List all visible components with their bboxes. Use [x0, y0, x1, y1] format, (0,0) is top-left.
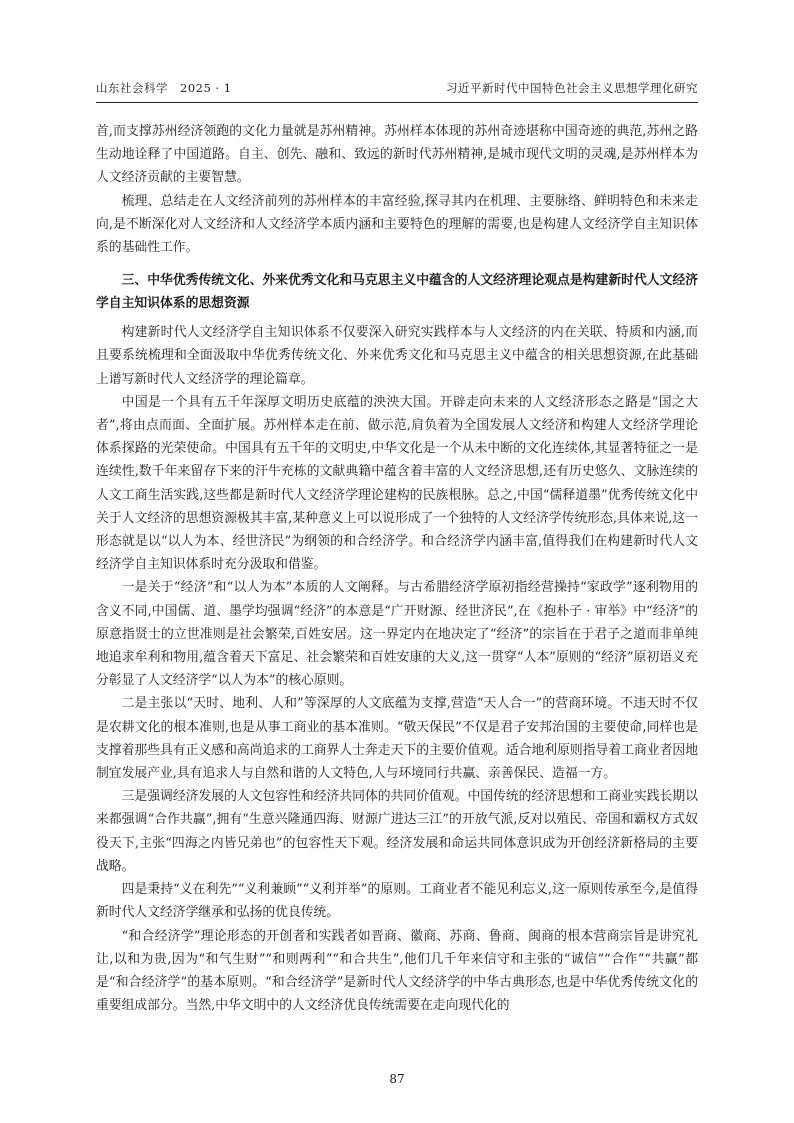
article-body — [96, 120, 698, 1017]
page-number: 87 — [389, 1072, 405, 1086]
paragraph: 二是主张以“天时、地利、人和”等深厚的人文底蕴为支撑,营造“天人合一”的营商环境。不违天时不仅是农耕文化的根本准则,也是从事工商业的基本准则。“敬天保民”不仅是君子安邦治国的主要使命,同样也是支撑着那些具有正义感和高尚追求的工商界人士奔走天下的主要价值观。适合地利原则指导着工商业者因地制宜发展产业,具有追求人与自然和谐的人文特色,人与环境同行共赢、亲善保民、造福一方。 — [96, 696, 698, 782]
paragraph: 四是秉持“义在利先”“义利兼顾”“义利并举”的原则。工商业者不能见利忘义,这一原则传承至今,是值得新时代人文经济学继承和弘扬的优良传统。 — [96, 882, 698, 921]
paragraph: 三是强调经济发展的人文包容性和经济共同体的共同价值观。中国传统的经济思想和工商业实践长期以来都强调“合作共赢”,拥有“生意兴隆通四海、财源广进达三江”的开放气派,反对以殖民、帝国和霸权方式奴役天下,主张“四海之内皆兄弟也”的包容性天下观。经济发展和命运共同体意识成为开创经济新格局的主要战略。 — [96, 789, 698, 874]
running-header — [96, 80, 698, 100]
paragraph: 首,而支撑苏州经济领跑的文化力量就是苏州精神。苏州样本体现的苏州奇迹堪称中国奇迹的典范,苏州之路生动地诠释了中国道路。自主、创先、融和、致远的新时代苏州精神,是城市现代文明的灵魂,是苏州样本为人文经济贡献的主要智慧。 — [96, 124, 698, 186]
paragraph: 构建新时代人文经济学自主知识体系不仅要深入研究实践样本与人文经济的内在关联、特质和内涵,而且要系统梳理和全面汲取中华优秀传统文化、外来优秀文化和马克思主义中蕴含的相关思想资源,在此基础上谱写新时代人文经济学的理论篇章。 — [96, 325, 698, 387]
column-title: 习近平新时代中国特色社会主义思想学理化研究 — [446, 81, 698, 95]
journal-name: 山东社会科学 2025 · 1 — [96, 81, 232, 95]
section-heading: 三、中华优秀传统文化、外来优秀文化和马克思主义中蕴含的人文经济理论观点是构建新时代人文经济学自主知识体系的思想资源 — [96, 273, 698, 312]
paragraph: 中国是一个具有五千年深厚文明历史底蕴的泱泱大国。开辟走向未来的人文经济形态之路是“国之大者”,将由点而面、全面扩展。苏州样本走在前、做示范,肩负着为全国发展人文经济和构建人文经济学理论体系探路的光荣使命。中国具有五千年的文明史,中华文化是一个从未中断的文化连续体,其显著特征之一是连续性,数千年来留存下来的汗牛充栋的文献典籍中蕴含着丰富的人文经济思想,还有历史悠久、文脉连续的人文工商生活实践,这些都是新时代人文经济学理论建构的民族根脉。总之,中国“儒释道墨”优秀传统文化中关于人文经济的思想资源极其丰富,某种意义上可以说形成了一个独特的人文经济学传统形态,具体来说,这一形态就是以“以人为本、经世济民”为纲领的和合经济学。和合经济学内涵丰富,值得我们在构建新时代人文经济学自主知识体系时充分汲取和借鉴。 — [96, 394, 698, 573]
paragraph: “和合经济学”理论形态的开创者和实践者如晋商、徽商、苏商、鲁商、闽商的根本营商宗旨是讲究礼让,以和为贵,因为“和气生财”“和则两利”“和合共生”,他们几千年来信守和主张的“诚信”“合作”“共赢”都是“和合经济学”的基本原则。“和合经济学”是新时代人文经济学的中华古典形态,也是中华优秀传统文化的重要组成部分。当然,中华文明中的人文经济优良传统需要在走向现代化的 — [96, 928, 698, 1014]
paragraph: 梳理、总结走在人文经济前列的苏州样本的丰富经验,探寻其内在机理、主要脉络、鲜明特色和未来走向,是不断深化对人文经济和人文经济学本质内涵和主要特色的理解的需要,也是构建人文经济学自主知识体系的基础性工作。 — [96, 193, 698, 256]
paragraph: 一是关于“经济”和“以人为本”本质的人文阐释。与古希腊经济学原初指经营操持“家政学”逐利物用的含义不同,中国儒、道、墨学均强调“经济”的本意是“广开财源、经世济民”,在《抱朴子 · 审举》中“经济”的原意指贤士的立世准则是社会繁荣,百姓安居。这一界定内在地决定了“经济”的宗旨在于君子之道而非单纯地追求牟利和物用,蕴含着天下富足、社会繁荣和百姓安康的大义,这一贯穿“人本”原则的“经济”原初语义充分彰显了人文经济学“以人为本”的核心原则。 — [96, 580, 698, 689]
header-rule — [96, 102, 698, 103]
